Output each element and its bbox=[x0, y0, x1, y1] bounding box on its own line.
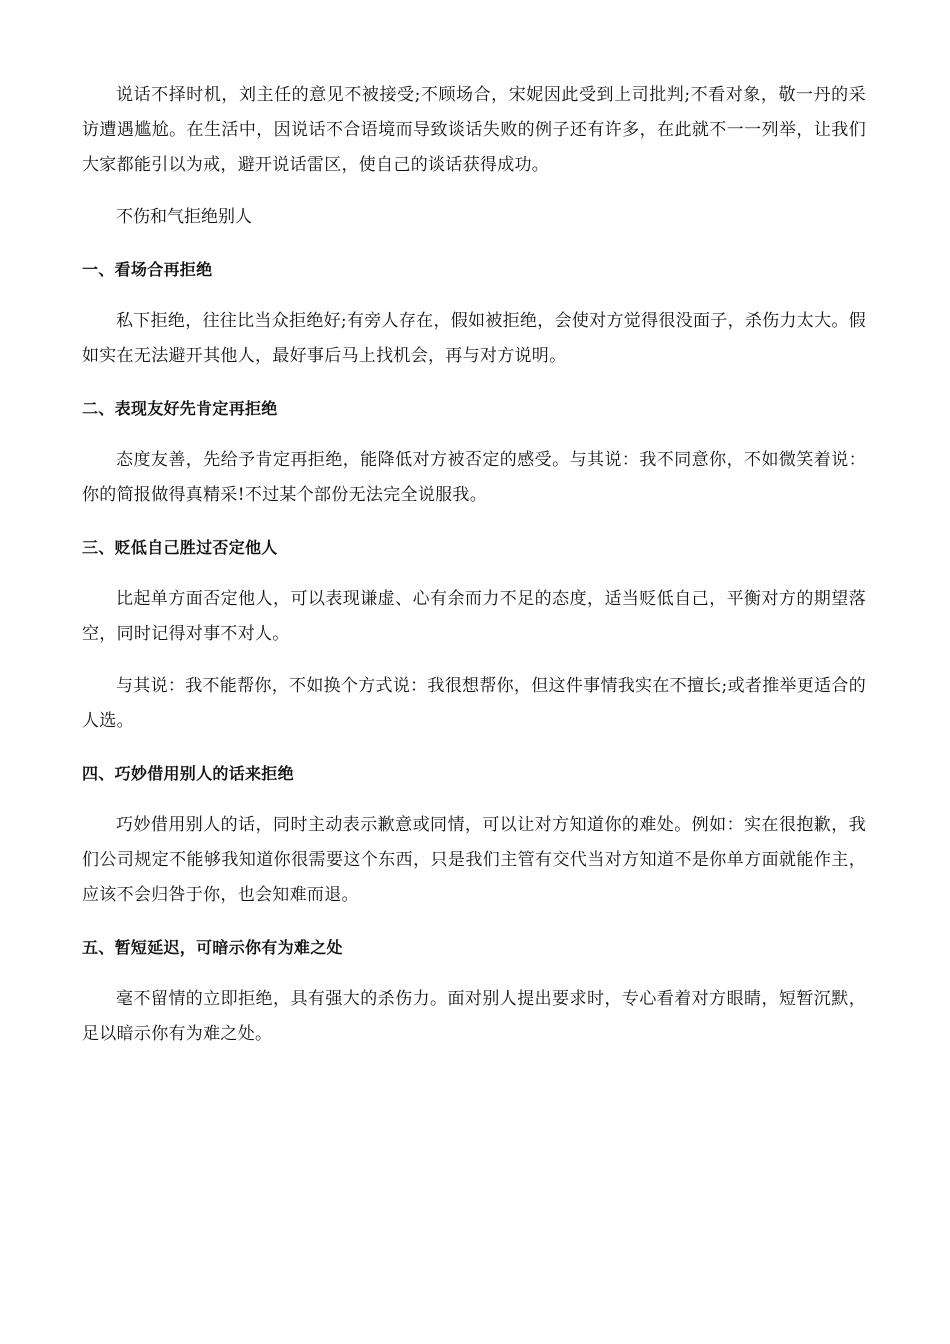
section-5-paragraph-1: 毫不留情的立即拒绝，具有强大的杀伤力。面对别人提出要求时，专心看着对方眼睛，短暂沉默，足以暗示你有为难之处。 bbox=[82, 989, 866, 1044]
section-4-paragraph-1: 巧妙借用别人的话，同时主动表示歉意或同情，可以让对方知道你的难处。例如：实在很抱歉，我们公司规定不能够我知道你很需要这个东西，只是我们主管有交代当对方知道不是你单方面就能作主，应该不会归咎于你，也会知难而退。 bbox=[82, 815, 866, 905]
document-page bbox=[82, 78, 866, 1069]
intro-paragraph: 说话不择时机，刘主任的意见不被接受;不顾场合，宋妮因此受到上司批判;不看对象，敬一丹的采访遭遇尴尬。在生活中，因说话不合语境而导致谈话失败的例子还有许多，在此就不一一列举，让我们大家都能引以为戒，避开说话雷区，使自己的谈话获得成功。 bbox=[82, 85, 866, 175]
section-3-paragraph-1: 比起单方面否定他人，可以表现谦虚、心有余而力不足的态度，适当贬低自己，平衡对方的期望落空，同时记得对事不对人。 bbox=[82, 589, 866, 644]
section-title: 不伤和气拒绝别人 bbox=[116, 207, 252, 227]
section-heading-1: 一、看场合再拒绝 bbox=[82, 260, 213, 279]
section-heading-4: 四、巧妙借用别人的话来拒绝 bbox=[82, 764, 294, 783]
section-1-paragraph-1: 私下拒绝，往往比当众拒绝好;有旁人存在，假如被拒绝，会使对方觉得很没面子，杀伤力太大。假如实在无法避开其他人，最好事后马上找机会，再与对方说明。 bbox=[82, 311, 866, 366]
section-heading-2: 二、表现友好先肯定再拒绝 bbox=[82, 399, 278, 418]
section-2-paragraph-1: 态度友善，先给予肯定再拒绝，能降低对方被否定的感受。与其说：我不同意你，不如微笑着说：你的简报做得真精采!不过某个部份无法完全说服我。 bbox=[82, 450, 866, 505]
section-heading-5: 五、暂短延迟，可暗示你有为难之处 bbox=[82, 938, 343, 957]
section-heading-3: 三、贬低自己胜过否定他人 bbox=[82, 538, 278, 557]
section-3-paragraph-2: 与其说：我不能帮你，不如换个方式说：我很想帮你，但这件事情我实在不擅长;或者推举更适合的人选。 bbox=[82, 676, 866, 731]
